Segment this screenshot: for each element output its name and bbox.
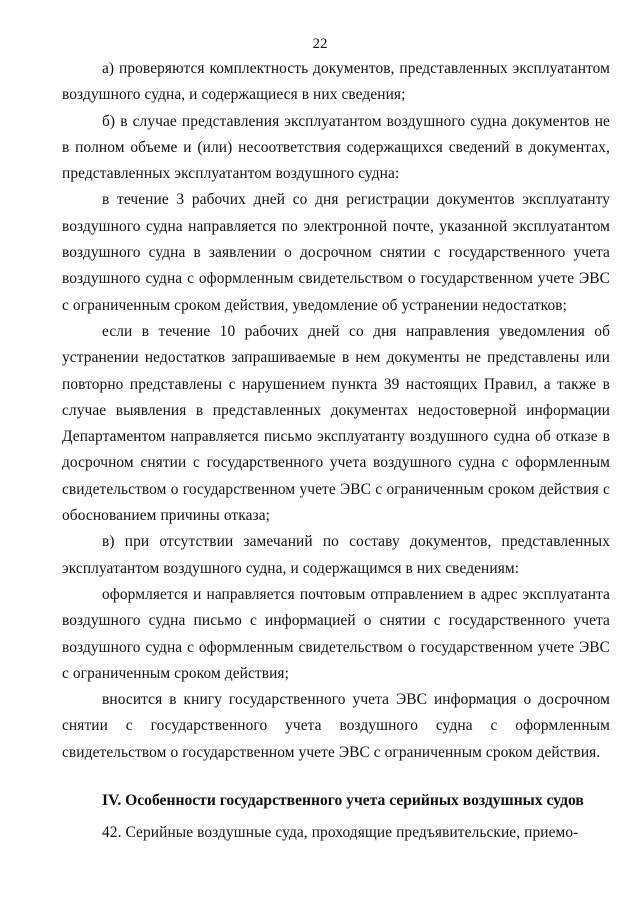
paragraph-c: в) при отсутствии замечаний по составу документов, представленных эксплуатантом воздушного судна, и содержащимся в них сведениям: [62, 533, 610, 577]
section-heading: IV. Особенности государственного учета серийных воздушных судов [102, 792, 584, 810]
paragraph-c-register: вносится в книгу государственного учета ЭВС информация о досрочном снятии с государственного учета воздушного судна с оформленным свидетельством о государственном учете ЭВС с ограниченным сроком действия. [62, 691, 610, 761]
paragraph-a: а) проверяются комплектность документов, представленных эксплуатантом воздушного судна, и содержащиеся в них сведения; [62, 60, 610, 104]
paragraph-c-letter: оформляется и направляется почтовым отправлением в адрес эксплуатанта воздушного судна письмо с информацией о снятии с государственного учета воздушного судна с оформленным свидетельством о государственном учете ЭВС с ограниченным сроком действия; [62, 585, 610, 682]
paragraph-b-notification: в течение 3 рабочих дней со дня регистрации документов эксплуатанту воздушного судна направляется по электронной почте, указанной эксплуатантом воздушного судна в заявлении о досрочном снятии с государственного учета воздушного судна с оформленным свидетельством о государственном учете ЭВС с ограниченным сроком действия, уведомление об устранении недостатков; [62, 191, 610, 314]
paragraph-b: б) в случае представления эксплуатантом воздушного судна документов не в полном объеме и (или) несоответствия содержащихся сведений в документах, представленных эксплуатантом воздушного судна: [62, 112, 610, 183]
page-number: 22 [312, 36, 328, 52]
paragraph-b-refusal: если в течение 10 рабочих дней со дня направления уведомления об устранении недостатков запрашиваемые в нем документы не представлены или повторно представлены с нарушением пункта 39 настоящих Правил, а также в случае выявления в представленных документах недостоверной информации Департаментом направляется письмо эксплуатанту воздушного судна об отказе в досрочном снятии с государственного учета воздушного судна с оформленным свидетельством о государственном учете ЭВС с ограниченным сроком действия с обоснованием причины отказа; [62, 322, 610, 525]
document-body [62, 56, 610, 846]
paragraph-42: 42. Серийные воздушные суда, проходящие предъявительские, приемо- [102, 824, 579, 842]
